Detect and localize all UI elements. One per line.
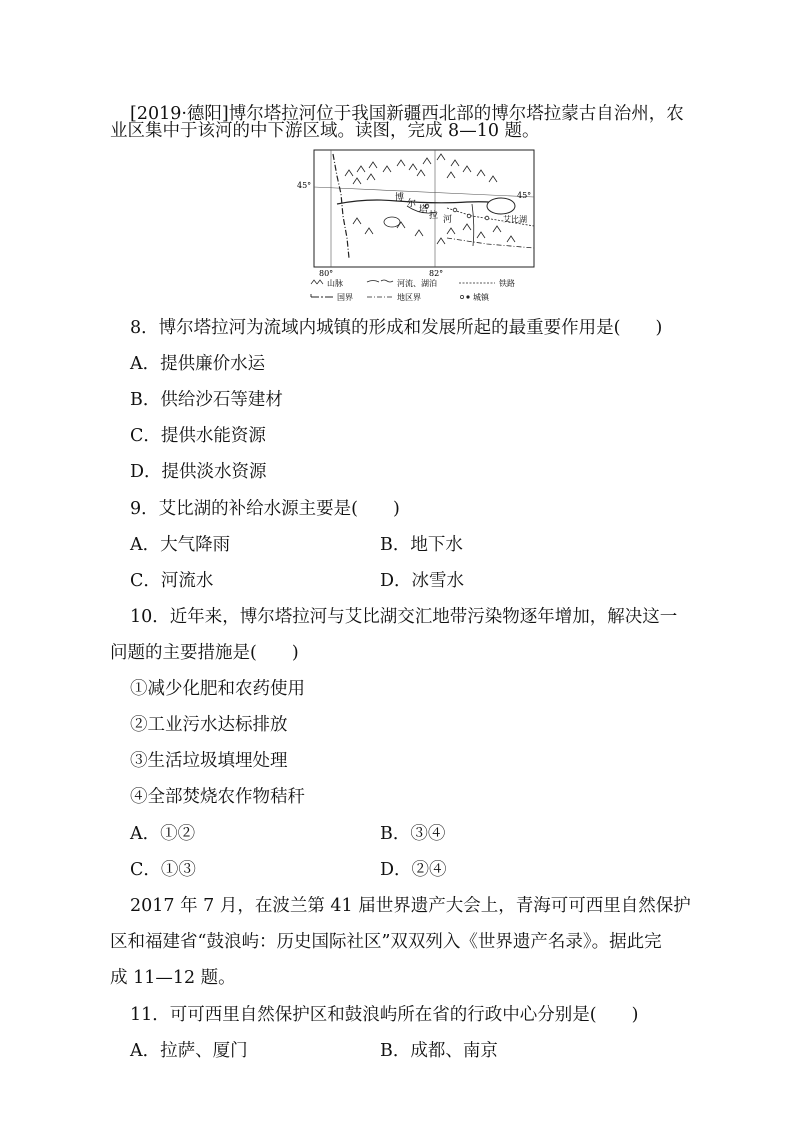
mountain-symbols-south — [353, 218, 515, 244]
q8-option-c: C．提供水能资源 — [130, 426, 266, 446]
parallel-45 — [314, 187, 534, 197]
q10-statement-1: ①减少化肥和农药使用 — [130, 679, 305, 699]
intro2-line-3: 成 11—12 题。 — [110, 968, 236, 988]
q9-option-a: A．大气降雨 — [130, 535, 231, 555]
q9-option-b: B．地下水 — [380, 535, 463, 555]
small-lake — [384, 217, 400, 227]
lon-label-left: 80° — [319, 269, 334, 278]
river-label-char: 河 — [443, 215, 453, 225]
town-marker — [453, 208, 457, 212]
map-legend — [311, 278, 515, 302]
q9-option-c: C．河流水 — [130, 571, 214, 591]
q10-statement-3: ③生活垃圾填埋处理 — [130, 751, 288, 771]
lat-label-left: 45° — [297, 181, 312, 190]
legend-border-symbol — [311, 294, 333, 297]
q10-stem-line-1: 10．近年来，博尔塔拉河与艾比湖交汇地带污染物逐年增加，解决这一 — [130, 607, 678, 627]
river-label-char: 拉 — [429, 211, 439, 221]
q8-option-d: D．提供淡水资源 — [130, 462, 267, 482]
river-label-char: 塔 — [419, 205, 429, 215]
tributary-south — [472, 204, 474, 246]
q10-option-d: D．②④ — [380, 860, 447, 880]
river-label-char: 尔 — [407, 199, 417, 209]
legend-railway: 铁路 — [499, 279, 515, 288]
intro2-line-1: 2017 年 7 月，在波兰第 41 届世界遗产大会上，青海可可西里自然保护 — [130, 896, 691, 916]
legend-river-symbol — [367, 280, 393, 282]
town-marker — [485, 216, 489, 220]
legend-town: 城镇 — [473, 293, 489, 302]
legend-mountain: 山脉 — [327, 279, 343, 288]
region-border — [447, 238, 534, 248]
q8-option-b: B．供给沙石等建材 — [130, 390, 283, 410]
national-border — [333, 154, 349, 258]
q10-statement-4: ④全部焚烧农作物秸秆 — [130, 787, 305, 807]
intro-line-2: 业区集中于该河的中下游区域。读图，完成 8—10 题。 — [110, 121, 540, 141]
q9-option-d: D．冰雪水 — [380, 571, 465, 591]
mountain-symbols-north — [345, 154, 497, 184]
town-marker — [467, 214, 471, 218]
q10-option-b: B．③④ — [380, 824, 446, 844]
lat-label-right: 45° — [517, 191, 532, 200]
river-label-char: 博 — [395, 193, 405, 203]
legend-town-symbol — [460, 295, 463, 298]
bortala-river-map — [297, 146, 537, 306]
lon-label-right: 82° — [429, 269, 444, 278]
lake-label: 艾比湖 — [503, 215, 527, 224]
intro2-line-2: 区和福建省“鼓浪屿：历史国际社区”双双列入《世界遗产名录》。据此完 — [110, 932, 662, 952]
q10-stem-line-2: 问题的主要措施是( ) — [110, 643, 299, 663]
q11-option-b: B．成都、南京 — [380, 1041, 498, 1061]
river-label — [395, 191, 452, 225]
legend-river-lake: 河流、湖泊 — [397, 279, 437, 288]
q10-option-a: A．①② — [130, 824, 196, 844]
intro-line-1: [2019·德阳]博尔塔拉河位于我国新疆西北部的博尔塔拉蒙古自治州，农 — [130, 104, 684, 124]
q10-option-c: C．①③ — [130, 860, 196, 880]
legend-mountain-symbol — [311, 280, 323, 284]
q8-stem: 8．博尔塔拉河为流域内城镇的形成和发展所起的最重要作用是( ) — [130, 318, 663, 338]
q8-option-a: A．提供廉价水运 — [130, 354, 266, 374]
q11-option-a: A．拉萨、厦门 — [130, 1041, 248, 1061]
q11-stem: 11．可可西里自然保护区和鼓浪屿所在省的行政中心分别是( ) — [130, 1005, 639, 1025]
bortala-river — [337, 200, 502, 204]
legend-region-border: 地区界 — [397, 293, 421, 302]
ebinur-lake — [487, 198, 515, 214]
q9-stem: 9．艾比湖的补给水源主要是( ) — [130, 499, 400, 519]
legend-border: 国界 — [337, 293, 353, 302]
q10-statement-2: ②工业污水达标排放 — [130, 715, 288, 735]
legend-town-symbol — [466, 295, 469, 298]
